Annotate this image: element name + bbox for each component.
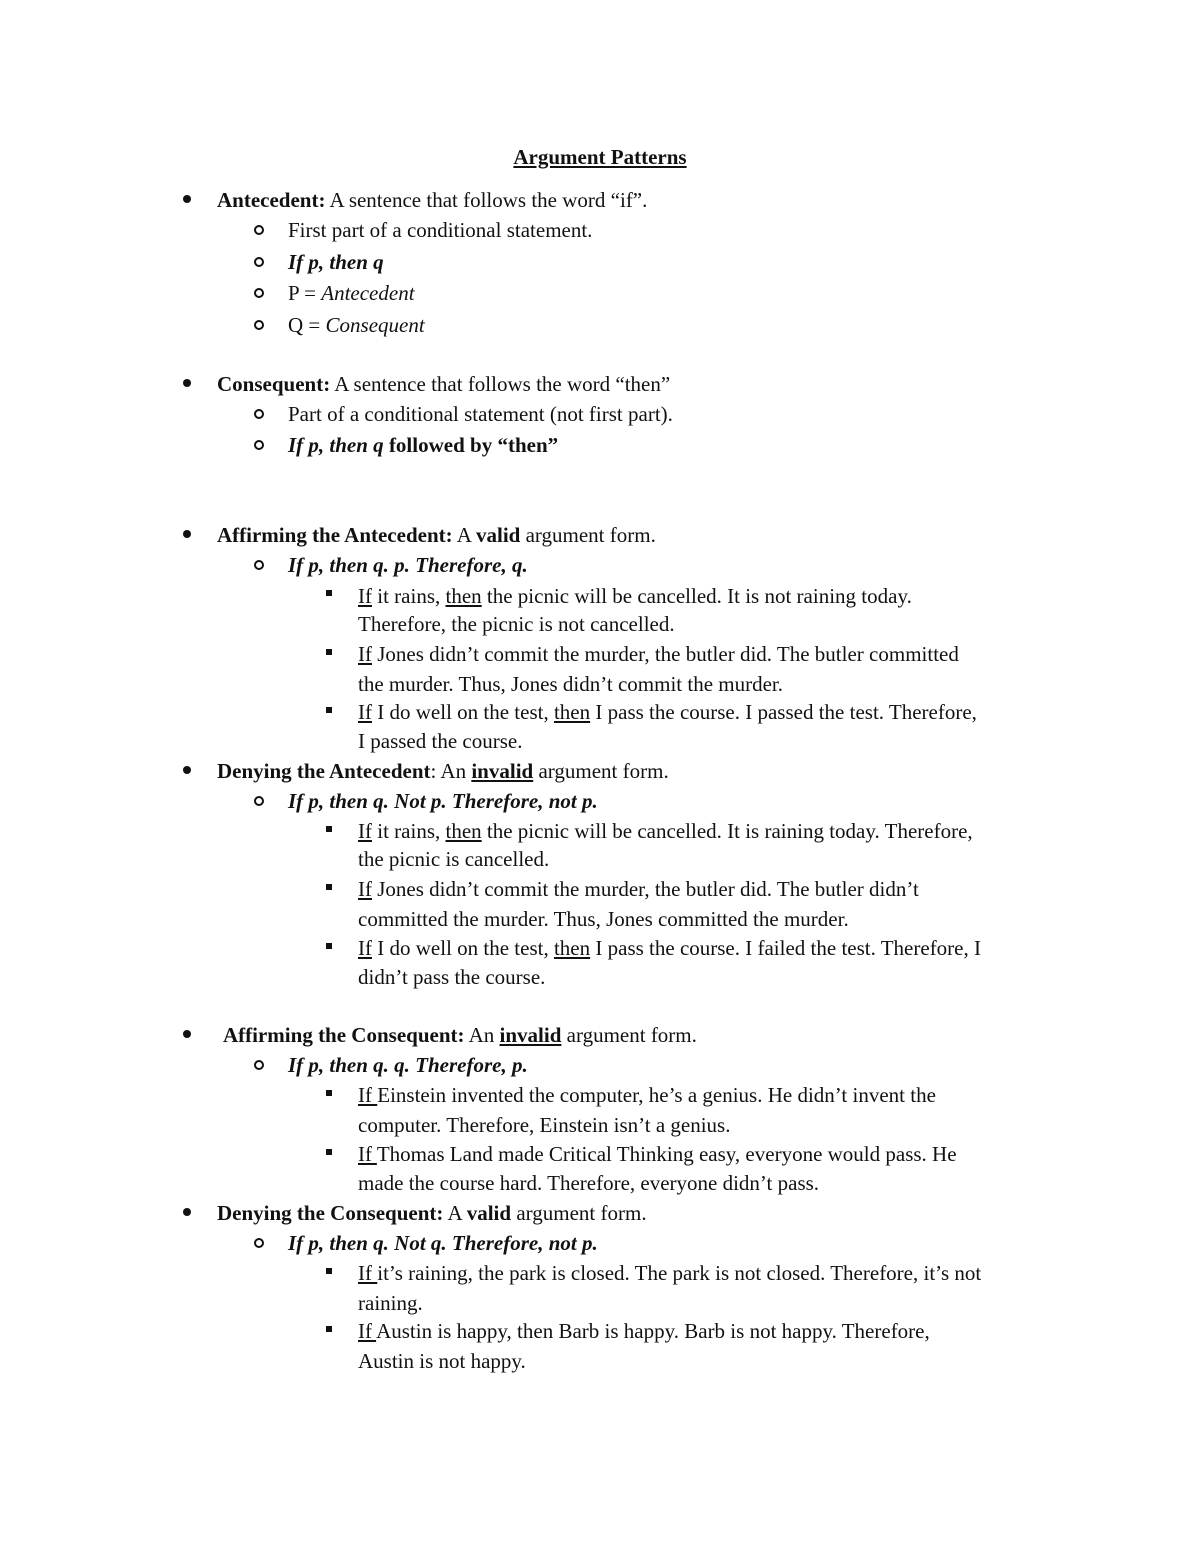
example-text: the picnic will be cancelled. It is raining today. Therefore, bbox=[481, 819, 973, 843]
term: Denying the Antecedent bbox=[217, 759, 431, 783]
if-keyword: If bbox=[358, 819, 372, 843]
if-keyword: If bbox=[358, 1319, 377, 1343]
example-text: Austin is happy, then Barb is happy. Barb is not happy. Therefore, bbox=[376, 1319, 930, 1343]
page-title: Argument Patterns bbox=[513, 145, 687, 169]
example-line bbox=[358, 934, 981, 964]
example-text: Thomas Land made Critical Thinking easy, everyone would pass. He bbox=[376, 1142, 957, 1166]
example-line bbox=[358, 582, 912, 612]
then-keyword: then bbox=[553, 936, 591, 960]
list-item-text: followed by “then” bbox=[383, 433, 559, 457]
example-line bbox=[358, 817, 973, 847]
circle-bullet-icon bbox=[254, 440, 264, 450]
list-item-text: Consequent bbox=[325, 313, 425, 337]
example-text: the picnic will be cancelled. It is not raining today. bbox=[481, 584, 912, 608]
disc-bullet-icon bbox=[183, 1208, 191, 1216]
argument-form: If p, then q. Not q. Therefore, not p. bbox=[288, 1231, 598, 1255]
keyword: valid bbox=[475, 523, 521, 547]
example-text: I do well on the test, bbox=[372, 700, 554, 724]
list-item-text: If p, then q bbox=[288, 433, 384, 457]
example-text: it rains, bbox=[372, 584, 446, 608]
example-line: the picnic is cancelled. bbox=[358, 847, 550, 871]
circle-bullet-icon bbox=[254, 796, 264, 806]
list-item: Part of a conditional statement (not first part). bbox=[288, 402, 673, 426]
list-item-text: P = bbox=[288, 281, 322, 305]
circle-bullet-icon bbox=[254, 1060, 264, 1070]
example-line: committed the murder. Thus, Jones committed the murder. bbox=[358, 907, 849, 931]
if-keyword: If bbox=[358, 1261, 378, 1285]
circle-bullet-icon bbox=[254, 1238, 264, 1248]
heading-text: : An bbox=[430, 759, 472, 783]
term: Antecedent: bbox=[217, 188, 326, 212]
disc-bullet-icon bbox=[183, 195, 191, 203]
example-line bbox=[358, 875, 919, 905]
example-line bbox=[358, 1259, 981, 1289]
affirming-consequent-heading bbox=[223, 1021, 697, 1051]
square-bullet-icon bbox=[326, 884, 332, 890]
if-keyword: If bbox=[358, 700, 372, 724]
example-line: computer. Therefore, Einstein isn’t a genius. bbox=[358, 1113, 731, 1137]
example-text: it’s raining, the park is closed. The park is not closed. Therefore, it’s not bbox=[377, 1261, 982, 1285]
example-line: the murder. Thus, Jones didn’t commit the murder. bbox=[358, 672, 784, 696]
heading-text: argument form. bbox=[533, 759, 669, 783]
term: Affirming the Antecedent: bbox=[217, 523, 453, 547]
circle-bullet-icon bbox=[254, 560, 264, 570]
example-line: made the course hard. Therefore, everyone didn’t pass. bbox=[358, 1171, 820, 1195]
disc-bullet-icon bbox=[183, 379, 191, 387]
if-keyword: If bbox=[358, 584, 372, 608]
antecedent-definition bbox=[217, 186, 647, 216]
example-text: Jones didn’t commit the murder, the butler did. The butler didn’t bbox=[372, 877, 919, 901]
square-bullet-icon bbox=[326, 1326, 332, 1332]
circle-bullet-icon bbox=[254, 288, 264, 298]
disc-bullet-icon bbox=[183, 1030, 191, 1038]
heading-text: argument form. bbox=[520, 523, 656, 547]
if-keyword: If bbox=[358, 642, 372, 666]
list-item-text: Q = bbox=[288, 313, 326, 337]
example-line: didn’t pass the course. bbox=[358, 965, 546, 989]
example-line: Austin is not happy. bbox=[358, 1349, 526, 1373]
example-line bbox=[358, 698, 977, 728]
list-item bbox=[288, 311, 425, 341]
disc-bullet-icon bbox=[183, 766, 191, 774]
consequent-definition bbox=[217, 370, 670, 400]
example-line bbox=[358, 640, 959, 670]
term: Denying the Consequent: bbox=[217, 1201, 444, 1225]
keyword: invalid bbox=[471, 759, 534, 783]
definition-text: A sentence that follows the word “then” bbox=[330, 372, 671, 396]
argument-form: If p, then q. q. Therefore, p. bbox=[288, 1053, 528, 1077]
heading-text: argument form. bbox=[561, 1023, 697, 1047]
example-text: I do well on the test, bbox=[372, 936, 554, 960]
affirming-antecedent-heading bbox=[217, 521, 656, 551]
square-bullet-icon bbox=[326, 590, 332, 596]
list-item: If p, then q bbox=[288, 250, 384, 274]
example-line: I passed the course. bbox=[358, 729, 523, 753]
then-keyword: then bbox=[445, 584, 482, 608]
heading-text: argument form. bbox=[511, 1201, 647, 1225]
keyword: invalid bbox=[499, 1023, 562, 1047]
example-text: I pass the course. I failed the test. Therefore, I bbox=[590, 936, 981, 960]
definition-text: A sentence that follows the word “if”. bbox=[325, 188, 648, 212]
square-bullet-icon bbox=[326, 707, 332, 713]
list-item bbox=[288, 431, 558, 461]
square-bullet-icon bbox=[326, 1090, 332, 1096]
square-bullet-icon bbox=[326, 1268, 332, 1274]
circle-bullet-icon bbox=[254, 225, 264, 235]
square-bullet-icon bbox=[326, 1149, 332, 1155]
list-item-text: Antecedent bbox=[321, 281, 415, 305]
heading-text: A bbox=[452, 523, 476, 547]
keyword: valid bbox=[466, 1201, 512, 1225]
square-bullet-icon bbox=[326, 943, 332, 949]
denying-consequent-heading bbox=[217, 1199, 647, 1229]
example-line bbox=[358, 1140, 957, 1170]
square-bullet-icon bbox=[326, 649, 332, 655]
disc-bullet-icon bbox=[183, 530, 191, 538]
then-keyword: then bbox=[445, 819, 482, 843]
example-line bbox=[358, 1317, 930, 1347]
heading-text: An bbox=[464, 1023, 500, 1047]
if-keyword: If bbox=[358, 877, 372, 901]
term: Consequent: bbox=[217, 372, 331, 396]
denying-antecedent-heading bbox=[217, 757, 669, 787]
circle-bullet-icon bbox=[254, 409, 264, 419]
example-line bbox=[358, 1081, 936, 1111]
example-text: Jones didn’t commit the murder, the butler did. The butler committed bbox=[372, 642, 959, 666]
term: Affirming the Consequent: bbox=[223, 1023, 465, 1047]
example-text: Einstein invented the computer, he’s a genius. He didn’t invent the bbox=[377, 1083, 936, 1107]
example-line: Therefore, the picnic is not cancelled. bbox=[358, 612, 675, 636]
example-line: raining. bbox=[358, 1291, 423, 1315]
if-keyword: If bbox=[358, 936, 372, 960]
example-text: it rains, bbox=[372, 819, 446, 843]
circle-bullet-icon bbox=[254, 257, 264, 267]
list-item bbox=[288, 279, 415, 309]
circle-bullet-icon bbox=[254, 320, 264, 330]
argument-form: If p, then q. p. Therefore, q. bbox=[288, 553, 528, 577]
heading-text: A bbox=[443, 1201, 467, 1225]
if-keyword: If bbox=[358, 1083, 378, 1107]
argument-form: If p, then q. Not p. Therefore, not p. bbox=[288, 789, 598, 813]
square-bullet-icon bbox=[326, 826, 332, 832]
then-keyword: then bbox=[553, 700, 591, 724]
list-item: First part of a conditional statement. bbox=[288, 218, 593, 242]
example-text: I pass the course. I passed the test. Therefore, bbox=[590, 700, 977, 724]
if-keyword: If bbox=[358, 1142, 377, 1166]
